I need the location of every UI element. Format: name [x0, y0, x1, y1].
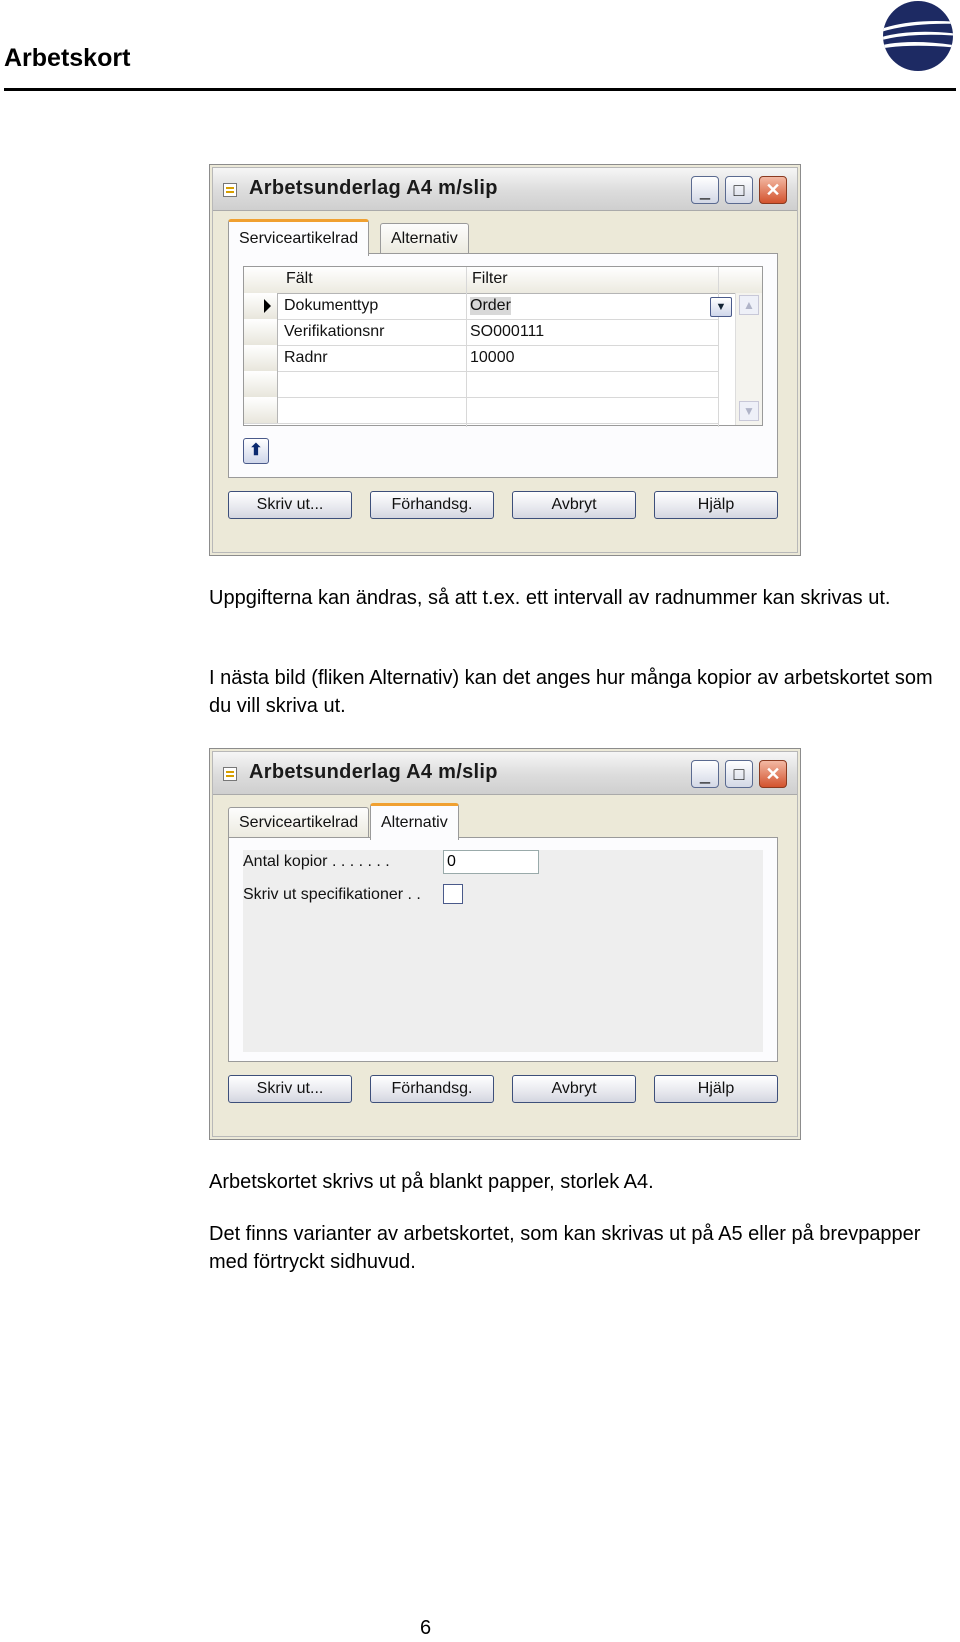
specifications-label: Skriv ut specifikationer . . [243, 886, 421, 903]
window-title: Arbetsunderlag A4 m/slip [249, 177, 498, 199]
paragraph-2: I nästa bild (fliken Alternativ) kan det anges hur många kopior av arbetskortet som du vill skriva ut. [209, 667, 933, 717]
dropdown-arrow-icon[interactable]: ▼ [710, 297, 732, 317]
window-icon [223, 767, 237, 781]
dialog-alternativ [209, 748, 801, 1140]
table-row[interactable] [244, 319, 718, 346]
scroll-down-icon[interactable]: ▼ [739, 401, 759, 421]
maximize-icon[interactable]: □ [725, 176, 753, 204]
close-icon[interactable]: ✕ [759, 760, 787, 788]
print-button[interactable]: Skriv ut... [228, 491, 352, 519]
grid-header [244, 267, 762, 294]
paragraph-3: Arbetskortet skrivs ut på blankt papper, storlek A4. [209, 1171, 654, 1193]
tab-alternativ[interactable]: Alternativ [370, 803, 459, 840]
options-area [243, 850, 763, 1052]
row-filter[interactable]: SO000111 [470, 323, 545, 340]
specifications-checkbox[interactable] [443, 884, 463, 904]
row-field: Verifikationsnr [284, 323, 385, 340]
paragraph-4: Det finns varianter av arbetskortet, som kan skrivas ut på A5 eller på brevpapper med förtryckt sidhuvud. [209, 1223, 921, 1273]
preview-button[interactable]: Förhandsg. [370, 1075, 494, 1103]
page-title: Arbetskort [4, 44, 131, 72]
cancel-button[interactable]: Avbryt [512, 491, 636, 519]
row-selector[interactable] [244, 293, 278, 319]
cancel-button[interactable]: Avbryt [512, 1075, 636, 1103]
table-row[interactable] [244, 293, 718, 320]
row-selector[interactable] [244, 371, 278, 397]
minimize-icon[interactable]: _ [691, 176, 719, 204]
maximize-icon[interactable]: □ [725, 760, 753, 788]
minimize-icon[interactable]: _ [691, 760, 719, 788]
copies-label: Antal kopior . . . . . . . [243, 853, 390, 870]
page-number: 6 [420, 1617, 432, 1639]
header-rule [4, 88, 956, 91]
tab-serviceartikelrad[interactable]: Serviceartikelrad [228, 219, 369, 256]
table-row-empty[interactable] [244, 397, 718, 424]
tab-alternativ[interactable]: Alternativ [380, 223, 469, 253]
titlebar [213, 168, 797, 211]
row-filter[interactable]: 10000 [470, 349, 515, 366]
print-button[interactable]: Skriv ut... [228, 1075, 352, 1103]
row-selector[interactable] [244, 319, 278, 345]
row-field: Dokumenttyp [284, 297, 379, 314]
tab-serviceartikelrad[interactable]: Serviceartikelrad [228, 807, 369, 837]
tab-panel [228, 253, 778, 478]
row-selector[interactable] [244, 345, 278, 371]
row-pointer-icon [264, 299, 271, 313]
preview-button[interactable]: Förhandsg. [370, 491, 494, 519]
close-icon[interactable]: ✕ [759, 176, 787, 204]
tab-panel [228, 837, 778, 1062]
help-button[interactable]: Hjälp [654, 491, 778, 519]
company-logo-icon [880, 0, 956, 72]
table-row[interactable] [244, 345, 718, 372]
titlebar [213, 752, 797, 795]
row-field: Radnr [284, 349, 328, 366]
scroll-up-icon[interactable]: ▲ [739, 295, 759, 315]
column-header-filter: Filter [472, 270, 508, 287]
filter-grid [243, 266, 763, 426]
table-row-empty[interactable] [244, 371, 718, 398]
window-icon [223, 183, 237, 197]
copies-input[interactable]: 0 [443, 850, 539, 874]
page-header [4, 0, 956, 92]
move-up-icon[interactable]: ⬆ [243, 438, 269, 464]
help-button[interactable]: Hjälp [654, 1075, 778, 1103]
dialog-serviceartikelrad [209, 164, 801, 556]
row-selector[interactable] [244, 397, 278, 423]
row-filter[interactable]: Order [470, 297, 511, 314]
column-header-falt: Fält [286, 270, 313, 287]
window-title: Arbetsunderlag A4 m/slip [249, 761, 498, 783]
vertical-scrollbar[interactable] [735, 293, 762, 425]
paragraph-1: Uppgifterna kan ändras, så att t.ex. ett intervall av radnummer kan skrivas ut. [209, 587, 891, 609]
